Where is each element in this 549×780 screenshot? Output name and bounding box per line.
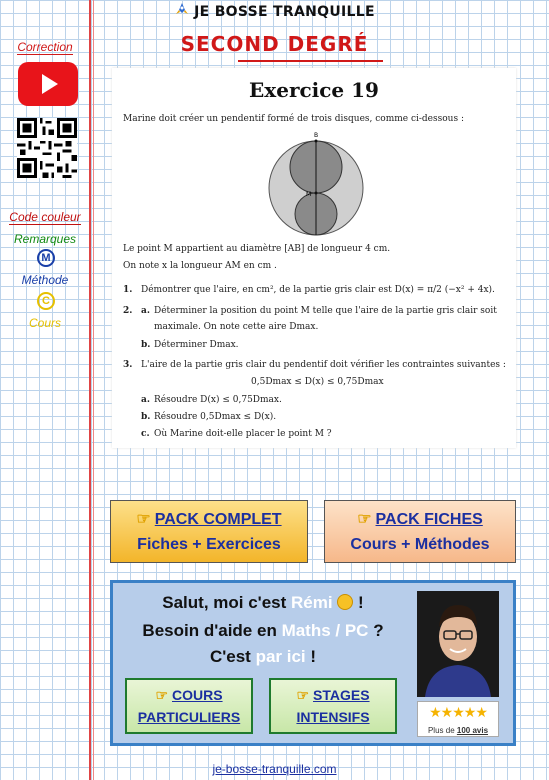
rocket-icon — [174, 2, 190, 18]
cours-particuliers-button[interactable]: ☞ COURS PARTICULIERS — [125, 678, 253, 734]
legend-title: Code couleur — [9, 210, 81, 224]
label-m: M — [306, 191, 312, 198]
pendant-figure — [264, 130, 364, 238]
text-p2: On note x la longueur AM en cm . — [123, 261, 277, 271]
q3a-number: a. — [141, 395, 150, 405]
q3-number: 3. — [123, 360, 133, 370]
cours-badge-icon: C — [37, 292, 55, 310]
youtube-icon[interactable] — [18, 62, 78, 106]
q2a-number: a. — [141, 306, 150, 316]
pack-complet-button[interactable]: ☞ PACK COMPLET Fiches + Exercices — [110, 500, 308, 563]
question-3-constraint: 0,5Dmax ≤ D(x) ≤ 0,75Dmax — [251, 377, 384, 387]
pointing-hand-icon: ☞ — [357, 511, 372, 528]
correction-label: Correction — [17, 40, 73, 54]
pack-fiches-button[interactable]: ☞ PACK FICHES Cours + Méthodes — [324, 500, 516, 563]
legend-methode: Méthode — [21, 273, 69, 287]
margin-line-secondary — [93, 0, 94, 780]
pack-fiches-subtitle: Cours + Méthodes — [350, 536, 490, 553]
question-3a: Résoudre D(x) ≤ 0,75Dmax. — [154, 395, 282, 405]
q3b-number: b. — [141, 412, 151, 422]
promo-cta[interactable]: C'est par ici ! — [209, 647, 317, 666]
question-2a-continued: maximale. On note cette aire Dmax. — [154, 322, 319, 332]
title-underline — [238, 60, 383, 62]
reviews-count: 100 avis — [456, 726, 489, 735]
exercise-title: Exercice 19 — [249, 78, 379, 102]
reviews-prefix: Plus de — [427, 726, 457, 735]
avatar — [417, 591, 499, 697]
legend-remarques: Remarques — [13, 232, 77, 246]
margin-line — [89, 0, 91, 780]
q2-number: 2. — [123, 306, 133, 316]
legend-cours: Cours — [28, 316, 61, 330]
pointing-hand-icon: ☞ — [155, 687, 168, 703]
promo-greeting: Salut, moi c'est Rémi ! — [162, 593, 364, 612]
label-b: B — [314, 132, 319, 139]
page-title: SECOND DEGRÉ — [180, 32, 369, 56]
rating-stars: ★★★★★ — [429, 704, 487, 720]
question-2b: Déterminer Dmax. — [154, 340, 239, 350]
brand-name: JE BOSSE TRANQUILLE — [194, 4, 375, 20]
exercise-intro: Marine doit créer un pendentif formé de trois disques, comme ci-dessous : — [123, 114, 464, 124]
pointing-hand-icon: ☞ — [296, 687, 310, 703]
question-2a: Déterminer la position du point M telle que l'aire de la partie gris clair soit — [154, 306, 497, 316]
qr-code-icon[interactable] — [17, 118, 77, 178]
q1-number: 1. — [123, 285, 133, 295]
question-3c: Où Marine doit-elle placer le point M ? — [154, 429, 332, 439]
promo-help: Besoin d'aide en Maths / PC ? — [142, 621, 384, 640]
promo-panel — [110, 580, 516, 746]
stages-intensifs-button[interactable]: ☞ STAGES INTENSIFS — [269, 678, 397, 734]
text-p1: Le point M appartient au diamètre [AB] de longueur 4 cm. — [123, 244, 391, 254]
pack-complet-subtitle: Fiches + Exercices — [137, 536, 281, 553]
smile-icon — [337, 594, 353, 610]
exercise-card — [112, 68, 516, 448]
pointing-hand-icon: ☞ — [136, 511, 151, 528]
q3c-number: c. — [141, 429, 150, 439]
methode-badge-icon: M — [37, 249, 55, 267]
q2b-number: b. — [141, 340, 151, 350]
question-3b: Résoudre 0,5Dmax ≤ D(x). — [154, 412, 277, 422]
brand-header[interactable] — [0, 2, 549, 20]
rating-badge — [417, 701, 499, 737]
question-3: L'aire de la partie gris clair du pendentif doit vérifier les contraintes suivantes : — [141, 360, 506, 370]
question-1: Démontrer que l'aire, en cm², de la partie gris clair est D(x) = π/2 (−x² + 4x). — [141, 285, 495, 295]
site-link[interactable]: je-bosse-tranquille.com — [212, 762, 337, 776]
